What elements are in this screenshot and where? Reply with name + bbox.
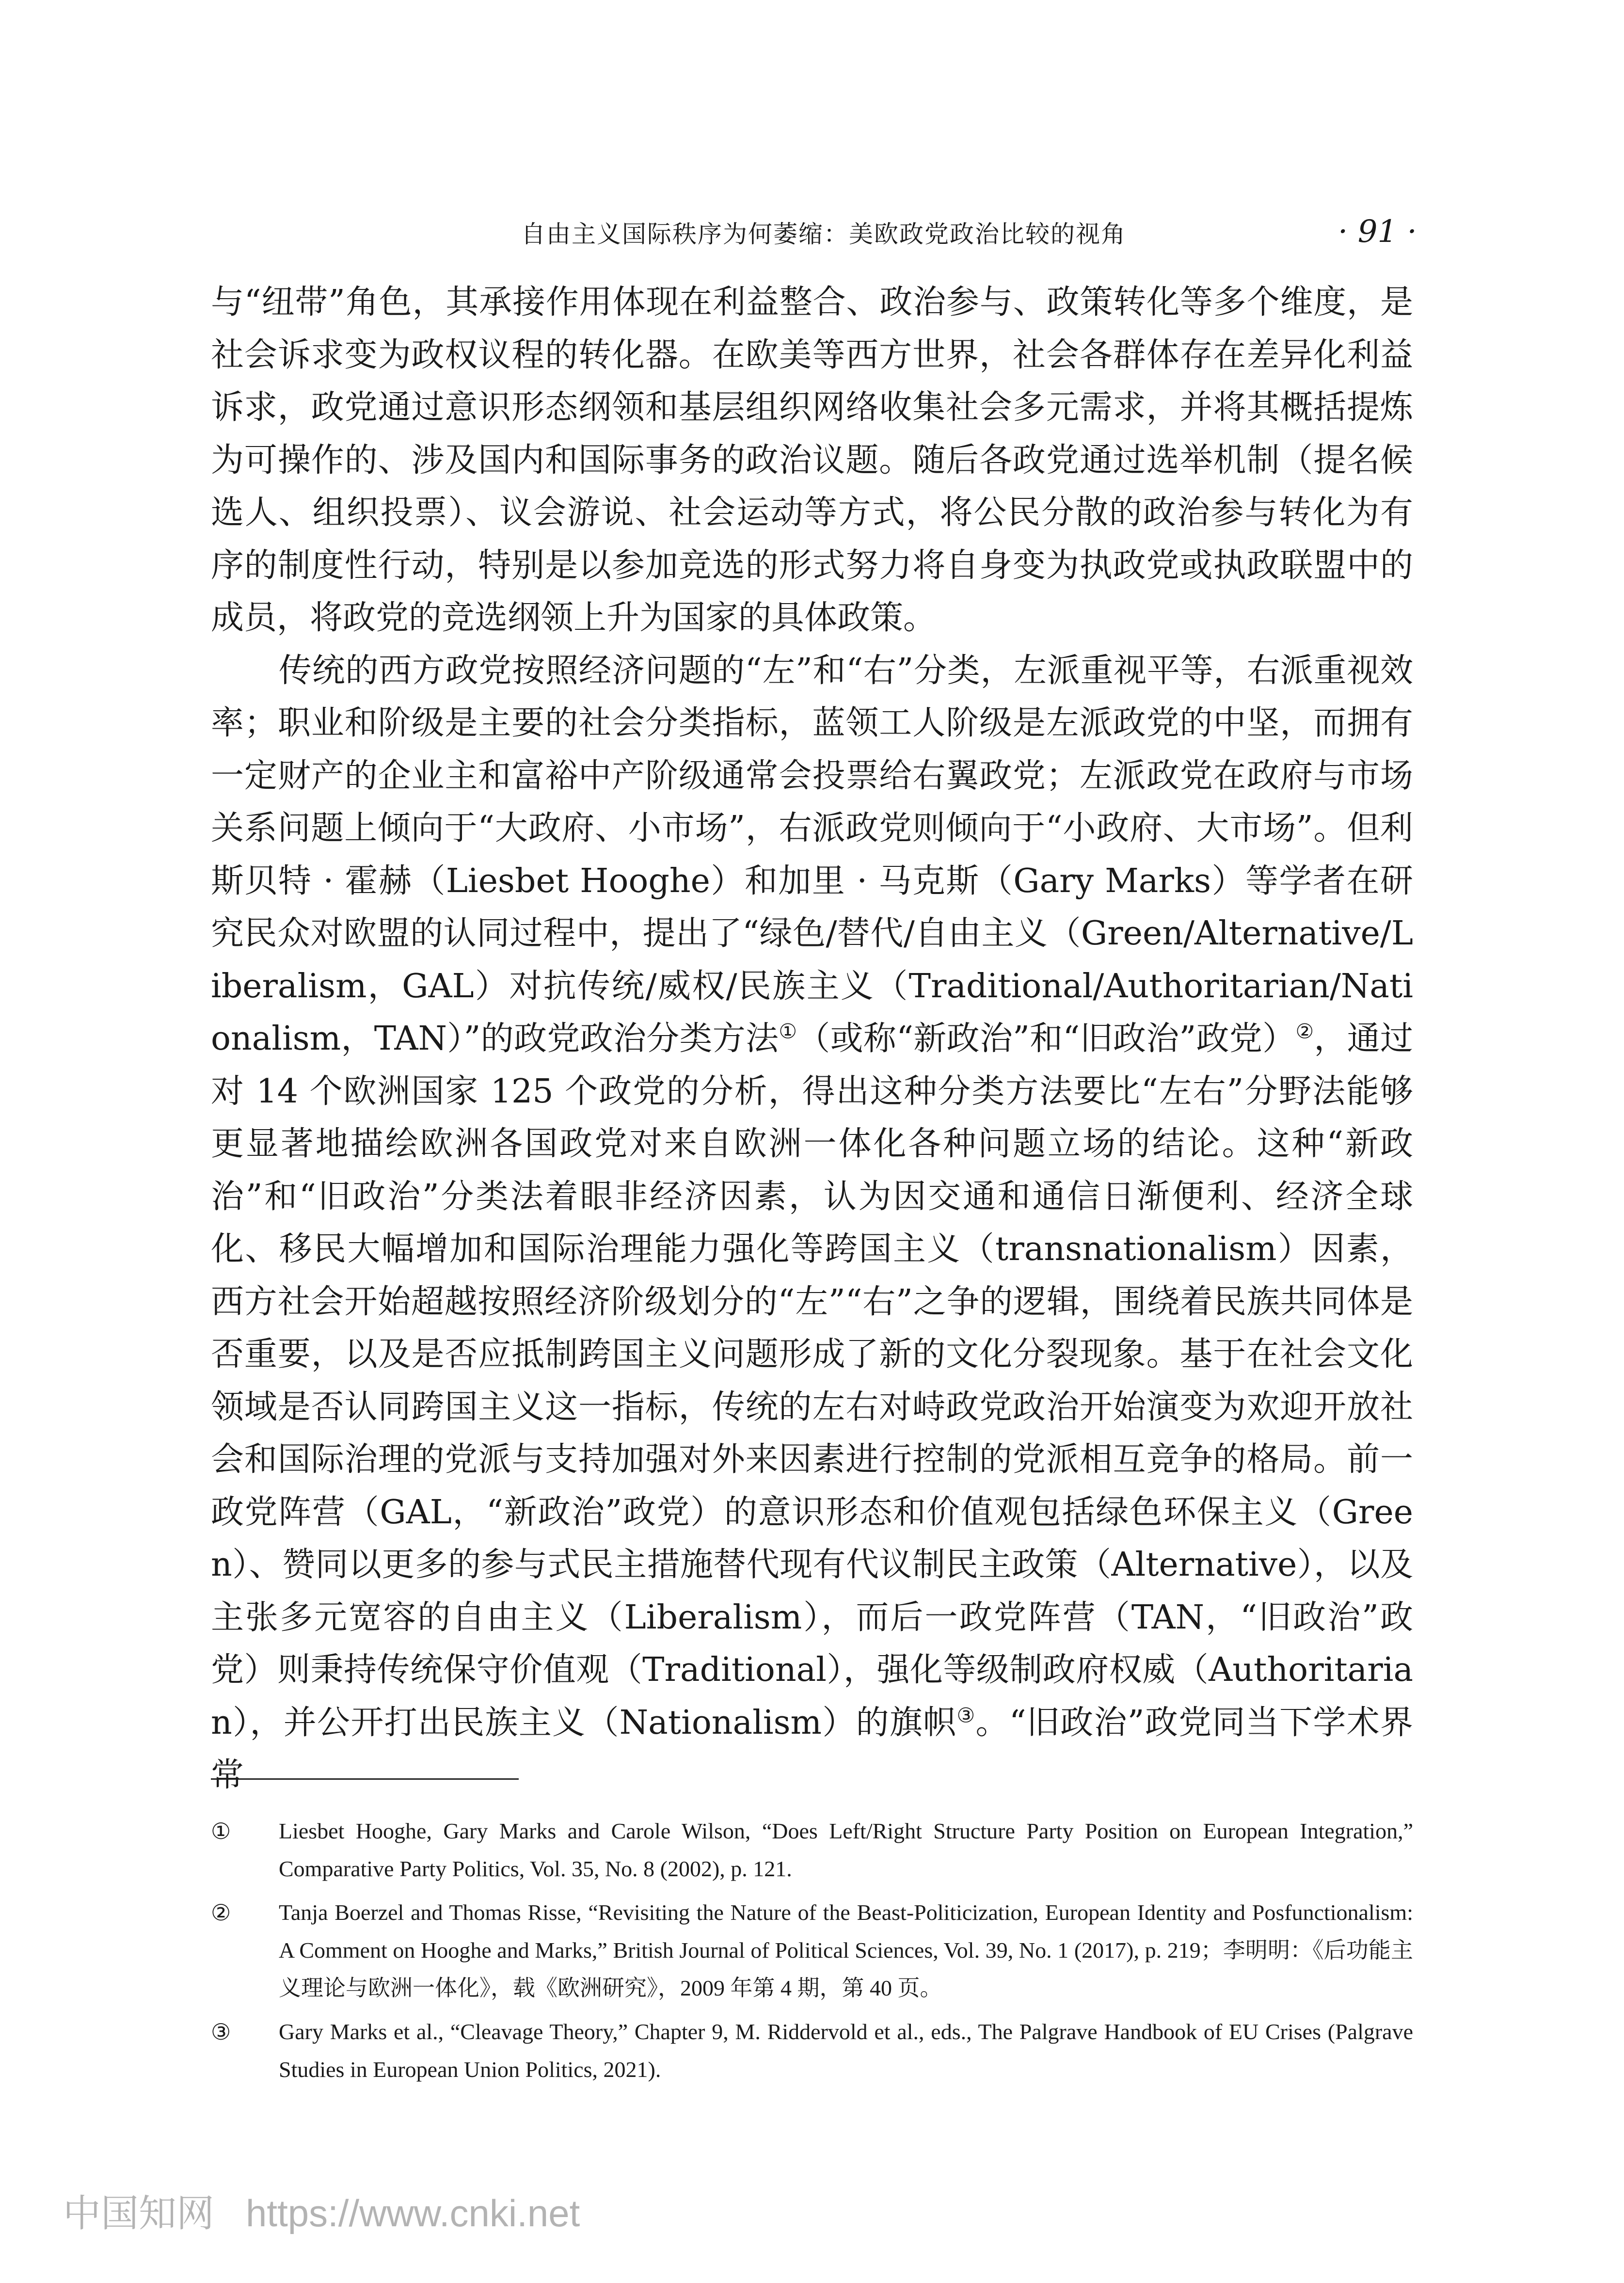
footnote-2 xyxy=(211,1894,1413,2007)
watermark-brand: 中国知网 xyxy=(63,2192,215,2235)
paragraph-2-part-1: 传统的西方政党按照经济问题的“左”和“右”分类，左派重视平等，右派重视效率；职业和阶级是主要的社会分类指标，蓝领工人阶级是左派政党的中坚，而拥有一定财产的企业主和富裕中产阶级通常会投票给右翼政党；左派政党在政府与市场关系问题上倾向于“大政府、小市场”，右派政党则倾向于“小政府、大市场”。但利斯贝特 · 霍赫（Liesbet Hooghe）和加里 · 马克斯（Gary Marks）等学者在研究民众对欧盟的认同过程中，提出了“绿色/替代/自由主义（Green/Alternative/Liberalism，GAL）对抗传统/威权/民族主义（Traditional/Authoritarian/Nationalism，TAN）”的政党政治分类方法 xyxy=(211,651,1413,1058)
paragraph-2-part-4: 。“旧政治”政党同当下学术界常 xyxy=(211,1703,1414,1794)
cnki-watermark xyxy=(63,2189,580,2237)
footnote-text: Liesbet Hooghe, Gary Marks and Carole Wilson, “Does Left/Right Structure Party Position on European Integration,” Comparative Party Politics, Vol. 35, No. 8 (2002), p. 121. xyxy=(279,1819,1413,1881)
footnote-3 xyxy=(211,2013,1413,2089)
paragraph-2-part-2: （或称“新政治”和“旧政治”政党） xyxy=(797,1020,1296,1058)
watermark-url[interactable]: https://www.cnki.net xyxy=(246,2192,580,2235)
footnote-1 xyxy=(211,1812,1413,1888)
footnote-ref-1[interactable]: ① xyxy=(779,1019,797,1043)
footnote-mark: ③ xyxy=(211,2019,231,2045)
footnote-text: Gary Marks et al., “Cleavage Theory,” Chapter 9, M. Riddervold et al., eds., The Palgrave Handbook of EU Crises (Palgrave Studies in European Union Politics, 2021). xyxy=(279,2019,1413,2082)
footnote-ref-2[interactable]: ② xyxy=(1295,1019,1314,1043)
footnote-mark: ① xyxy=(211,1818,231,1844)
paragraph-1: 与“纽带”角色，其承接作用体现在利益整合、政治参与、政策转化等多个维度，是社会诉求变为政权议程的转化器。在欧美等西方世界，社会各群体存在差异化利益诉求，政党通过意识形态纲领和基层组织网络收集社会多元需求，并将其概括提炼为可操作的、涉及国内和国际事务的政治议题。随后各政党通过选举机制（提名候选人、组织投票）、议会游说、社会运动等方式，将公民分散的政治参与转化为有序的制度性行动，特别是以参加竞选的形式努力将自身变为执政党或执政联盟中的成员，将政党的竞选纲领上升为国家的具体政策。 xyxy=(211,283,1413,637)
footnotes xyxy=(211,1812,1413,2094)
footnote-divider xyxy=(211,1778,519,1780)
paragraph-2-part-3: ，通过对 14 个欧洲国家 125 个政党的分析，得出这种分类方法要比“左右”分野法能够更显著地描绘欧洲各国政党对来自欧洲一体化各种问题立场的结论。这种“新政治”和“旧政治”分类法着眼非经济因素，认为因交通和通信日渐便利、经济全球化、移民大幅增加和国际治理能力强化等跨国主义（transnationalism）因素，西方社会开始超越按照经济阶级划分的“左”“右”之争的逻辑，围绕着民族共同体是否重要，以及是否应抵制跨国主义问题形成了新的文化分裂现象。基于在社会文化领域是否认同跨国主义这一指标，传统的左右对峙政党政治开始演变为欢迎开放社会和国际治理的党派与支持加强对外来因素进行控制的党派相互竞争的格局。前一政党阵营（GAL，“新政治”政党）的意识形态和价值观包括绿色环保主义（Green）、赞同以更多的参与式民主措施替代现有代议制民主政策（Alternative），以及主张多元宽容的自由主义（Liberalism），而后一政党阵营（TAN，“旧政治”政党）则秉持传统保守价值观（Traditional），强化等级制政府权威（Authoritarian），并公开打出民族主义（Nationalism）的旗帜 xyxy=(211,1020,1414,1742)
footnote-mark: ② xyxy=(211,1900,231,1926)
footnote-text: Tanja Boerzel and Thomas Risse, “Revisiting the Nature of the Beast-Politicization, European Identity and Posfunctionalism: A Comment on Hooghe and Marks,” British Journal of Political Sciences, Vol. 39, No. 1 (2017), p. 219；李明明：《后功能主义理论与欧洲一体化》，载《欧洲研究》，2009 年第 4 期，第 40 页。 xyxy=(279,1900,1413,2000)
page-number: · 91 · xyxy=(1338,214,1417,250)
running-header-title: 自由主义国际秩序为何萎缩：美欧政党政治比较的视角 xyxy=(521,220,1126,248)
body-text xyxy=(211,276,1413,1802)
paragraph-2 xyxy=(211,645,1413,1802)
footnote-ref-3[interactable]: ③ xyxy=(956,1703,976,1727)
